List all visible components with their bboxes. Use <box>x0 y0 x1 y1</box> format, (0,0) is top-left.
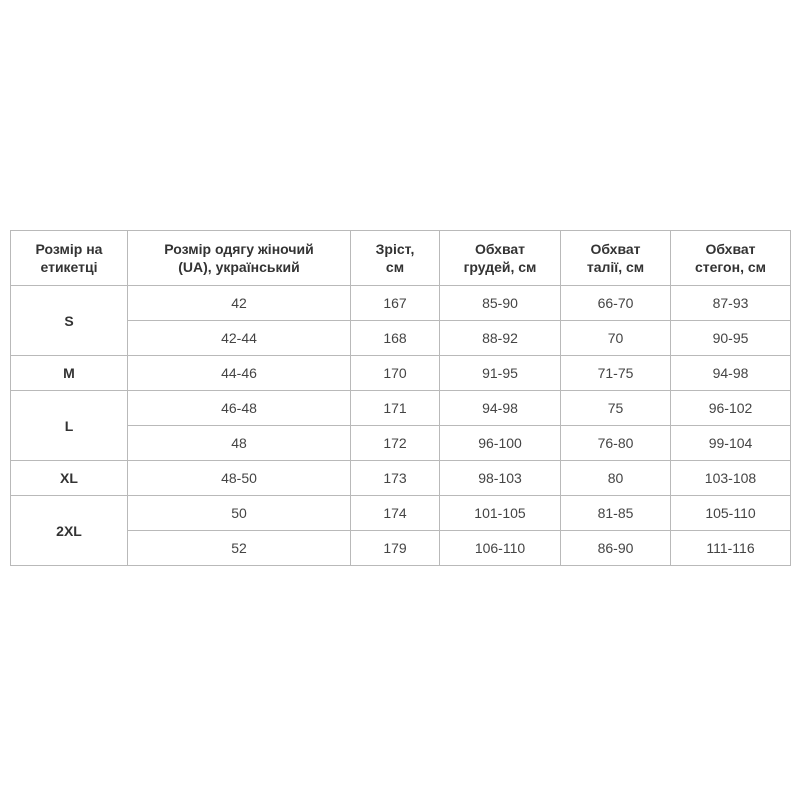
table-cell: 85-90 <box>440 286 561 321</box>
table-row <box>11 356 791 391</box>
size-label-cell: M <box>11 356 128 391</box>
table-row <box>11 391 791 426</box>
table-cell: 70 <box>561 321 671 356</box>
header-line: (UA), український <box>178 259 300 275</box>
header-line: талії, см <box>586 259 645 275</box>
table-cell: 179 <box>351 531 440 566</box>
header-chest <box>440 231 561 286</box>
table-row <box>11 286 791 321</box>
header-line: Обхват <box>705 241 756 257</box>
table-cell: 174 <box>351 496 440 531</box>
table-cell: 173 <box>351 461 440 496</box>
table-cell: 46-48 <box>128 391 351 426</box>
header-line: Розмір одягу жіночий <box>164 241 314 257</box>
header-label-size <box>11 231 128 286</box>
table-cell: 105-110 <box>671 496 791 531</box>
header-line: стегон, см <box>694 259 766 275</box>
header-line: Обхват <box>590 241 641 257</box>
table-cell: 48 <box>128 426 351 461</box>
table-cell: 171 <box>351 391 440 426</box>
table-cell: 170 <box>351 356 440 391</box>
table-cell: 167 <box>351 286 440 321</box>
table-cell: 103-108 <box>671 461 791 496</box>
table-cell: 42 <box>128 286 351 321</box>
table-cell: 98-103 <box>440 461 561 496</box>
table-cell: 168 <box>351 321 440 356</box>
table-row <box>11 496 791 531</box>
header-line: грудей, см <box>463 259 537 275</box>
header-waist <box>561 231 671 286</box>
table-cell: 94-98 <box>671 356 791 391</box>
table-row <box>11 531 791 566</box>
table-cell: 96-100 <box>440 426 561 461</box>
table-cell: 52 <box>128 531 351 566</box>
table-cell: 42-44 <box>128 321 351 356</box>
table-row <box>11 461 791 496</box>
table-cell: 99-104 <box>671 426 791 461</box>
table-cell: 172 <box>351 426 440 461</box>
table-cell: 48-50 <box>128 461 351 496</box>
table-cell: 87-93 <box>671 286 791 321</box>
table-cell: 50 <box>128 496 351 531</box>
header-line: Розмір на <box>35 241 103 257</box>
header-line: Зріст, <box>375 241 415 257</box>
header-line: Обхват <box>474 241 526 257</box>
table-cell: 80 <box>561 461 671 496</box>
table-cell: 71-75 <box>561 356 671 391</box>
header-line: см <box>385 259 405 275</box>
table-body <box>11 286 791 566</box>
table-cell: 86-90 <box>561 531 671 566</box>
header-height <box>351 231 440 286</box>
table-cell: 101-105 <box>440 496 561 531</box>
header-line: етикетці <box>40 259 98 275</box>
table-cell: 66-70 <box>561 286 671 321</box>
size-label-cell: XL <box>11 461 128 496</box>
table-row <box>11 321 791 356</box>
table-cell: 76-80 <box>561 426 671 461</box>
table-cell: 96-102 <box>671 391 791 426</box>
size-chart-table <box>10 230 791 566</box>
table-cell: 81-85 <box>561 496 671 531</box>
header-row <box>11 231 791 286</box>
table-cell: 75 <box>561 391 671 426</box>
table-cell: 44-46 <box>128 356 351 391</box>
table-cell: 106-110 <box>440 531 561 566</box>
size-label-cell: S <box>11 286 128 356</box>
table-cell: 111-116 <box>671 531 791 566</box>
table-cell: 90-95 <box>671 321 791 356</box>
header-ua-size <box>128 231 351 286</box>
table-cell: 94-98 <box>440 391 561 426</box>
size-label-cell: 2XL <box>11 496 128 566</box>
table-row <box>11 426 791 461</box>
table-cell: 88-92 <box>440 321 561 356</box>
header-hips <box>671 231 791 286</box>
size-label-cell: L <box>11 391 128 461</box>
table-cell: 91-95 <box>440 356 561 391</box>
